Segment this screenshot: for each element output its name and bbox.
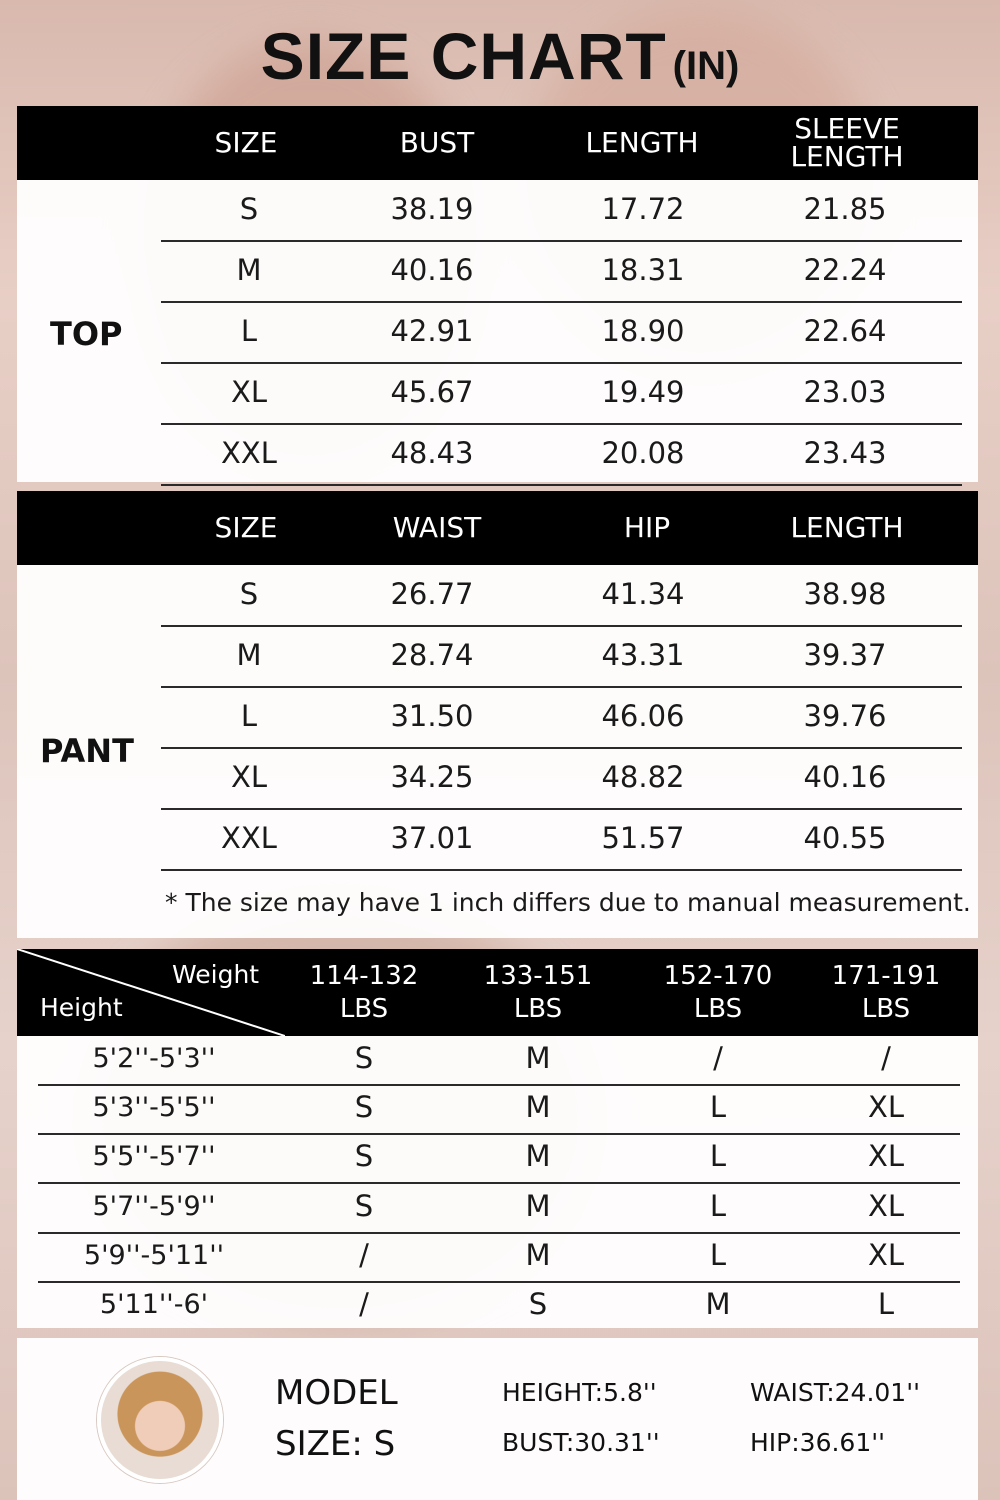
recommended-size: / xyxy=(359,1237,369,1272)
top-cell: 48.43 xyxy=(390,436,474,470)
top-cell: XL xyxy=(230,375,268,409)
pant-cell: 31.50 xyxy=(390,699,474,733)
pant-cell: 34.25 xyxy=(390,760,474,794)
pant-cell: 43.31 xyxy=(601,638,685,672)
recommended-size: XL xyxy=(867,1188,905,1223)
pant-cell: XXL xyxy=(221,821,277,855)
top-cell: 38.19 xyxy=(390,192,474,226)
pant-cell: 40.16 xyxy=(803,760,887,794)
recommended-size: XL xyxy=(867,1237,905,1272)
top-cell: 18.31 xyxy=(601,253,685,287)
recommended-size: / xyxy=(881,1041,891,1075)
pant-header-waist: WAIST xyxy=(392,511,482,544)
pant-table-body xyxy=(17,565,978,938)
pant-cell: 26.77 xyxy=(390,577,474,611)
top-cell: 23.03 xyxy=(803,375,887,409)
recommended-size: M xyxy=(525,1188,551,1223)
weight-range-header xyxy=(448,960,628,1026)
title-main: SIZE CHART xyxy=(260,19,667,93)
height-range: 5'11''-6' xyxy=(99,1289,209,1320)
recommended-size: M xyxy=(705,1287,731,1321)
top-header-size: SIZE xyxy=(214,126,278,159)
row-divider xyxy=(161,625,962,627)
weight-unit: LBS xyxy=(693,994,743,1024)
model-height: HEIGHT:5.8'' xyxy=(502,1378,657,1407)
weight-unit: LBS xyxy=(339,994,389,1024)
pant-cell: 41.34 xyxy=(601,577,685,611)
height-label: Height xyxy=(40,993,123,1022)
recommended-size: L xyxy=(709,1188,727,1223)
row-divider xyxy=(161,301,962,303)
top-header-length: LENGTH xyxy=(585,126,699,159)
weight-range: 171-191 xyxy=(831,961,941,991)
top-cell: 45.67 xyxy=(390,375,474,409)
recommended-size: L xyxy=(709,1090,727,1125)
weight-range-header xyxy=(274,960,454,1026)
recommended-size: L xyxy=(709,1237,727,1272)
pant-cell: S xyxy=(239,577,259,611)
height-range: 5'9''-5'11'' xyxy=(83,1239,225,1271)
model-size: SIZE: S xyxy=(275,1424,396,1464)
top-cell: 20.08 xyxy=(601,436,685,470)
row-divider xyxy=(161,686,962,688)
pant-cell: 37.01 xyxy=(390,821,474,855)
pant-header-size: SIZE xyxy=(214,511,278,544)
recommended-size: XL xyxy=(867,1090,905,1125)
pant-cell: 39.37 xyxy=(803,638,887,672)
row-divider xyxy=(161,747,962,749)
top-cell: 42.91 xyxy=(390,314,474,348)
recommended-size: M xyxy=(525,1237,551,1272)
row-divider xyxy=(161,423,962,425)
top-cell: 17.72 xyxy=(601,192,685,226)
weight-range: 152-170 xyxy=(663,961,773,991)
top-header-bust: BUST xyxy=(399,126,475,159)
top-label: TOP xyxy=(50,315,123,353)
measurement-note: * The size may have 1 inch differs due to manual measurement. xyxy=(165,888,971,917)
weight-unit: LBS xyxy=(861,994,911,1024)
top-cell: XXL xyxy=(221,436,277,470)
top-cell: 19.49 xyxy=(601,375,685,409)
row-divider xyxy=(38,1084,960,1086)
recommended-size: L xyxy=(877,1287,895,1321)
row-divider xyxy=(161,869,962,871)
model-bust: BUST:30.31'' xyxy=(502,1428,660,1457)
top-header-sleeve-length: SLEEVE LENGTH xyxy=(790,112,904,173)
top-cell: 40.16 xyxy=(390,253,474,287)
row-divider xyxy=(38,1232,960,1234)
model-hip: HIP:36.61'' xyxy=(750,1428,885,1457)
weight-unit: LBS xyxy=(513,994,563,1024)
page-title xyxy=(0,18,1000,94)
pant-table-header xyxy=(17,491,978,565)
model-avatar xyxy=(97,1357,223,1483)
recommended-size: S xyxy=(354,1139,374,1174)
recommended-size: / xyxy=(359,1287,369,1321)
pant-cell: 40.55 xyxy=(803,821,887,855)
top-cell: 18.90 xyxy=(601,314,685,348)
row-divider xyxy=(38,1281,960,1283)
top-table-header xyxy=(17,106,978,180)
row-divider xyxy=(161,362,962,364)
weight-range-header xyxy=(796,960,976,1026)
pant-cell: 38.98 xyxy=(803,577,887,611)
model-waist: WAIST:24.01'' xyxy=(750,1378,920,1407)
recommended-size: XL xyxy=(867,1139,905,1174)
weight-range-header xyxy=(628,960,808,1026)
top-cell: M xyxy=(236,253,262,287)
height-range: 5'7''-5'9'' xyxy=(92,1190,216,1222)
pant-cell: 46.06 xyxy=(601,699,685,733)
recommended-size: / xyxy=(713,1041,723,1075)
top-cell: 21.85 xyxy=(803,192,887,226)
recommended-size: M xyxy=(525,1090,551,1125)
row-divider xyxy=(161,240,962,242)
row-divider xyxy=(161,484,962,486)
recommended-size: S xyxy=(354,1090,374,1125)
pant-header-length: LENGTH xyxy=(790,511,904,544)
pant-cell: XL xyxy=(230,760,268,794)
recommended-size: S xyxy=(354,1188,374,1223)
pant-cell: M xyxy=(236,638,262,672)
top-cell: 22.64 xyxy=(803,314,887,348)
recommended-size: S xyxy=(528,1287,548,1321)
pant-header-hip: HIP xyxy=(623,511,671,544)
recommended-size: L xyxy=(709,1139,727,1174)
pant-label: PANT xyxy=(40,732,134,770)
row-divider xyxy=(38,1133,960,1135)
top-cell: S xyxy=(239,192,259,226)
height-range: 5'2''-5'3'' xyxy=(92,1043,216,1074)
top-cell: 23.43 xyxy=(803,436,887,470)
row-divider xyxy=(161,808,962,810)
weight-label: Weight xyxy=(172,960,260,989)
pant-cell: 39.76 xyxy=(803,699,887,733)
row-divider xyxy=(38,1182,960,1184)
height-range: 5'5''-5'7'' xyxy=(92,1141,216,1173)
recommended-size: S xyxy=(354,1041,374,1075)
top-cell: 22.24 xyxy=(803,253,887,287)
pant-cell: 51.57 xyxy=(601,821,685,855)
pant-cell: 28.74 xyxy=(390,638,474,672)
title-unit: (IN) xyxy=(672,44,740,88)
top-cell: L xyxy=(240,314,258,348)
weight-range: 114-132 xyxy=(309,961,419,991)
recommended-size: M xyxy=(525,1139,551,1174)
weight-range: 133-151 xyxy=(483,961,593,991)
model-title-line1: MODEL xyxy=(275,1373,398,1413)
recommended-size: M xyxy=(525,1041,551,1075)
height-range: 5'3''-5'5'' xyxy=(92,1092,216,1124)
pant-cell: 48.82 xyxy=(601,760,685,794)
pant-cell: L xyxy=(240,699,258,733)
